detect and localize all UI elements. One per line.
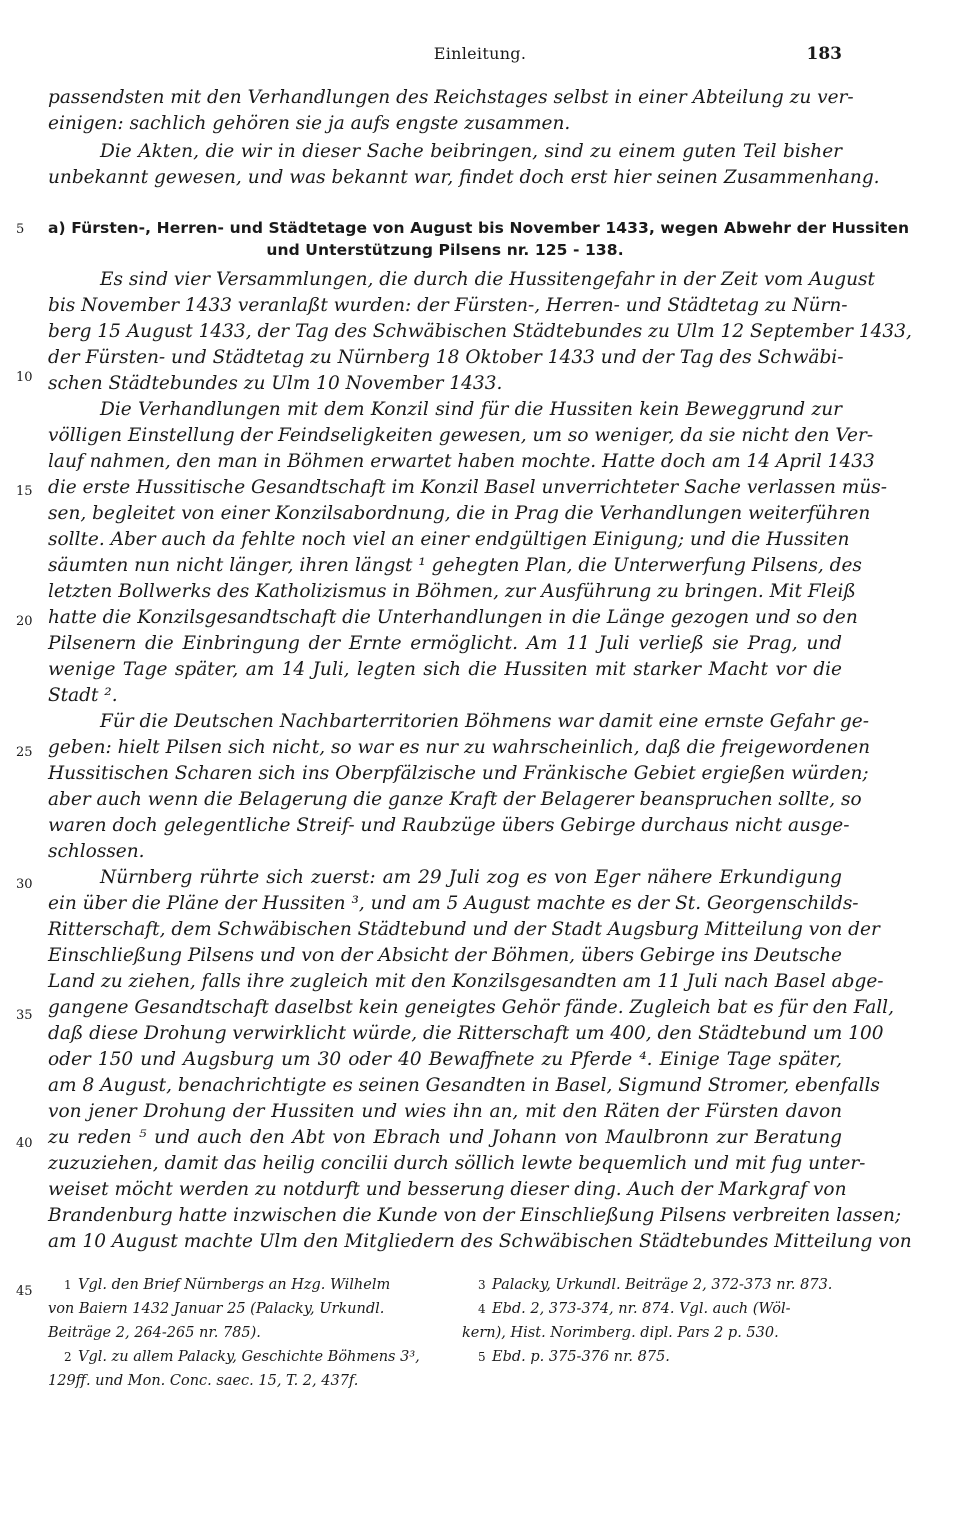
text-line: Die Verhandlungen mit dem Konzil sind für die Hussiten kein Beweggrund zur — [100, 399, 842, 420]
text-line: Es sind vier Versammlungen, die durch die Hussitengefahr in der Zeit vom August — [100, 269, 875, 290]
footnote-line: von Baiern 1432 Januar 25 (Palacky, Urkundl. — [48, 1301, 385, 1317]
line-number: 15 — [16, 484, 33, 499]
footnote-line: kern), Hist. Norimberg. dipl. Pars 2 p. 530. — [462, 1325, 779, 1341]
footnote-number: 4 — [478, 1302, 486, 1316]
text-line: weiset möcht werden zu notdurft und besserung dieser ding. Auch der Markgraf von — [48, 1179, 847, 1200]
text-line: am 8 August, benachrichtigte es seinen Gesandten in Basel, Sigmund Stromer, ebenfalls — [48, 1075, 880, 1096]
line-number: 45 — [16, 1284, 33, 1299]
text-line: ein über die Pläne der Hussiten ³, und am 5 August machte es der St. Georgenschilds- — [48, 893, 859, 914]
text-line: oder 150 und Augsburg um 30 oder 40 Bewaffnete zu Pferde ⁴. Einige Tage später, — [48, 1049, 842, 1070]
footnote-line: Vgl. den Brief Nürnbergs an Hzg. Wilhelm — [78, 1277, 391, 1293]
text-line: schlossen. — [48, 841, 145, 862]
running-header — [0, 44, 960, 68]
text-line: Pilsenern die Einbringung der Ernte ermöglicht. Am 11 Juli verließ sie Prag, und — [48, 633, 842, 654]
text-line: zu reden ⁵ und auch den Abt von Ebrach und Johann von Maulbronn zur Beratung — [48, 1127, 842, 1148]
text-line: von jener Drohung der Hussiten und wies ihn an, mit den Räten der Fürsten davon — [48, 1101, 842, 1122]
text-line: geben: hielt Pilsen sich nicht, so war es nur zu wahrscheinlich, daß die freigewordenen — [48, 737, 871, 758]
text-line: daß diese Drohung verwirklicht würde, die Ritterschaft um 400, den Städtebund um 100 — [48, 1023, 884, 1044]
text-line: Einschließung Pilsens und von der Absicht der Böhmen, übers Gebirge ins Deutsche — [48, 945, 842, 966]
footnote-number: 2 — [64, 1350, 72, 1364]
footnote-line: Beiträge 2, 264-265 nr. 785). — [48, 1325, 261, 1341]
footnote-number: 5 — [478, 1350, 486, 1364]
text-line: Stadt ². — [48, 685, 118, 706]
text-line: der Fürsten- und Städtetag zu Nürnberg 18 Oktober 1433 und der Tag des Schwäbi- — [48, 347, 844, 368]
text-line: Für die Deutschen Nachbarterritorien Böhmens war damit eine ernste Gefahr ge- — [100, 711, 869, 732]
line-number: 40 — [16, 1136, 33, 1151]
text-line: gangene Gesandtschaft daselbst kein geneigtes Gehör fände. Zugleich bat es für den Fall, — [48, 997, 894, 1018]
footnote-number: 1 — [64, 1278, 72, 1292]
text-line: passendsten mit den Verhandlungen des Reichstages selbst in einer Abteilung zu ver- — [48, 87, 854, 108]
section-heading: und Unterstützung Pilsens nr. 125 - 138. — [266, 241, 624, 259]
text-line: sollte. Aber auch da fehlte noch viel an einer endgültigen Einigung; und die Hussiten — [48, 529, 850, 550]
footnote-line: 129ff. und Mon. Conc. saec. 15, T. 2, 437f. — [48, 1373, 359, 1389]
running-title: Einleitung. — [433, 44, 527, 63]
footnote-line: Palacky, Urkundl. Beiträge 2, 372-373 nr. 873. — [492, 1277, 833, 1293]
line-number: 35 — [16, 1008, 33, 1023]
section-heading: a) Fürsten-, Herren- und Städtetage von August bis November 1433, wegen Abwehr der Hussiten — [48, 219, 910, 237]
text-line: zuzuziehen, damit das heilig concilii durch söllich lewte bequemlich und mit fug unter- — [48, 1153, 866, 1174]
text-line: völligen Einstellung der Feindseligkeiten gewesen, um so weniger, da sie nicht den Ver- — [48, 425, 874, 446]
text-line: waren doch gelegentliche Streif- und Raubzüge übers Gebirge durchaus nicht ausge- — [48, 815, 850, 836]
text-line: säumten nun nicht länger, ihren längst ¹ gehegten Plan, die Unterwerfung Pilsens, des — [48, 555, 862, 576]
footnote-line: Vgl. zu allem Palacky, Geschichte Böhmens 3³, — [78, 1349, 420, 1365]
line-number: 10 — [16, 370, 33, 385]
footnote-number: 3 — [478, 1278, 486, 1292]
line-number: 30 — [16, 877, 33, 892]
line-number: 25 — [16, 745, 33, 760]
text-line: aber auch wenn die Belagerung die ganze Kraft der Belagerer beanspruchen sollte, so — [48, 789, 862, 810]
text-line: am 10 August machte Ulm den Mitgliedern des Schwäbischen Städtebundes Mitteilung von — [48, 1231, 912, 1252]
text-line: bis November 1433 veranlaßt wurden: der Fürsten-, Herren- und Städtetag zu Nürn- — [48, 295, 848, 316]
text-line: lauf nahmen, den man in Böhmen erwartet haben mochte. Hatte doch am 14 April 1433 — [48, 451, 875, 472]
footnote-line: Ebd. p. 375-376 nr. 875. — [492, 1349, 670, 1365]
line-number: 20 — [16, 614, 33, 629]
text-line: Brandenburg hatte inzwischen die Kunde von der Einschließung Pilsens verbreiten lassen; — [48, 1205, 902, 1226]
text-line: Die Akten, die wir in dieser Sache beibringen, sind zu einem guten Teil bisher — [100, 141, 842, 162]
text-line: unbekannt gewesen, und was bekannt war, findet doch erst hier seinen Zusammenhang. — [48, 167, 880, 188]
text-line: Land zu ziehen, falls ihre zugleich mit den Konzilsgesandten am 11 Juli nach Basel abge- — [48, 971, 884, 992]
text-line: Ritterschaft, dem Schwäbischen Städtebund und der Stadt Augsburg Mitteilung von der — [48, 919, 880, 940]
footnote-line: Ebd. 2, 373-374, nr. 874. Vgl. auch (Wöl- — [492, 1301, 791, 1317]
text-line: wenige Tage später, am 14 Juli, legten sich die Hussiten mit starker Macht vor die — [48, 659, 842, 680]
text-line: sen, begleitet von einer Konzilsabordnung, die in Prag die Verhandlungen weiterführen — [48, 503, 871, 524]
text-line: einigen: sachlich gehören sie ja aufs engste zusammen. — [48, 113, 571, 134]
line-number: 5 — [16, 222, 25, 237]
text-line: schen Städtebundes zu Ulm 10 November 1433. — [48, 373, 503, 394]
text-line: Hussitischen Scharen sich ins Oberpfälzische und Fränkische Gebiet ergießen würden; — [48, 763, 869, 784]
text-line: die erste Hussitische Gesandtschaft im Konzil Basel unverrichteter Sache verlassen müs- — [48, 477, 888, 498]
text-line: berg 15 August 1433, der Tag des Schwäbischen Städtebundes zu Ulm 12 September 1433, — [48, 321, 912, 342]
page-number: 183 — [806, 44, 842, 64]
text-line: Nürnberg rührte sich zuerst: am 29 Juli zog es von Eger nähere Erkundigung — [100, 867, 842, 888]
text-line: letzten Bollwerks des Katholizismus in Böhmen, zur Ausführung zu bringen. Mit Fleiß — [48, 581, 856, 602]
text-line: hatte die Konzilsgesandtschaft die Unterhandlungen in die Länge gezogen und so den — [48, 607, 858, 628]
